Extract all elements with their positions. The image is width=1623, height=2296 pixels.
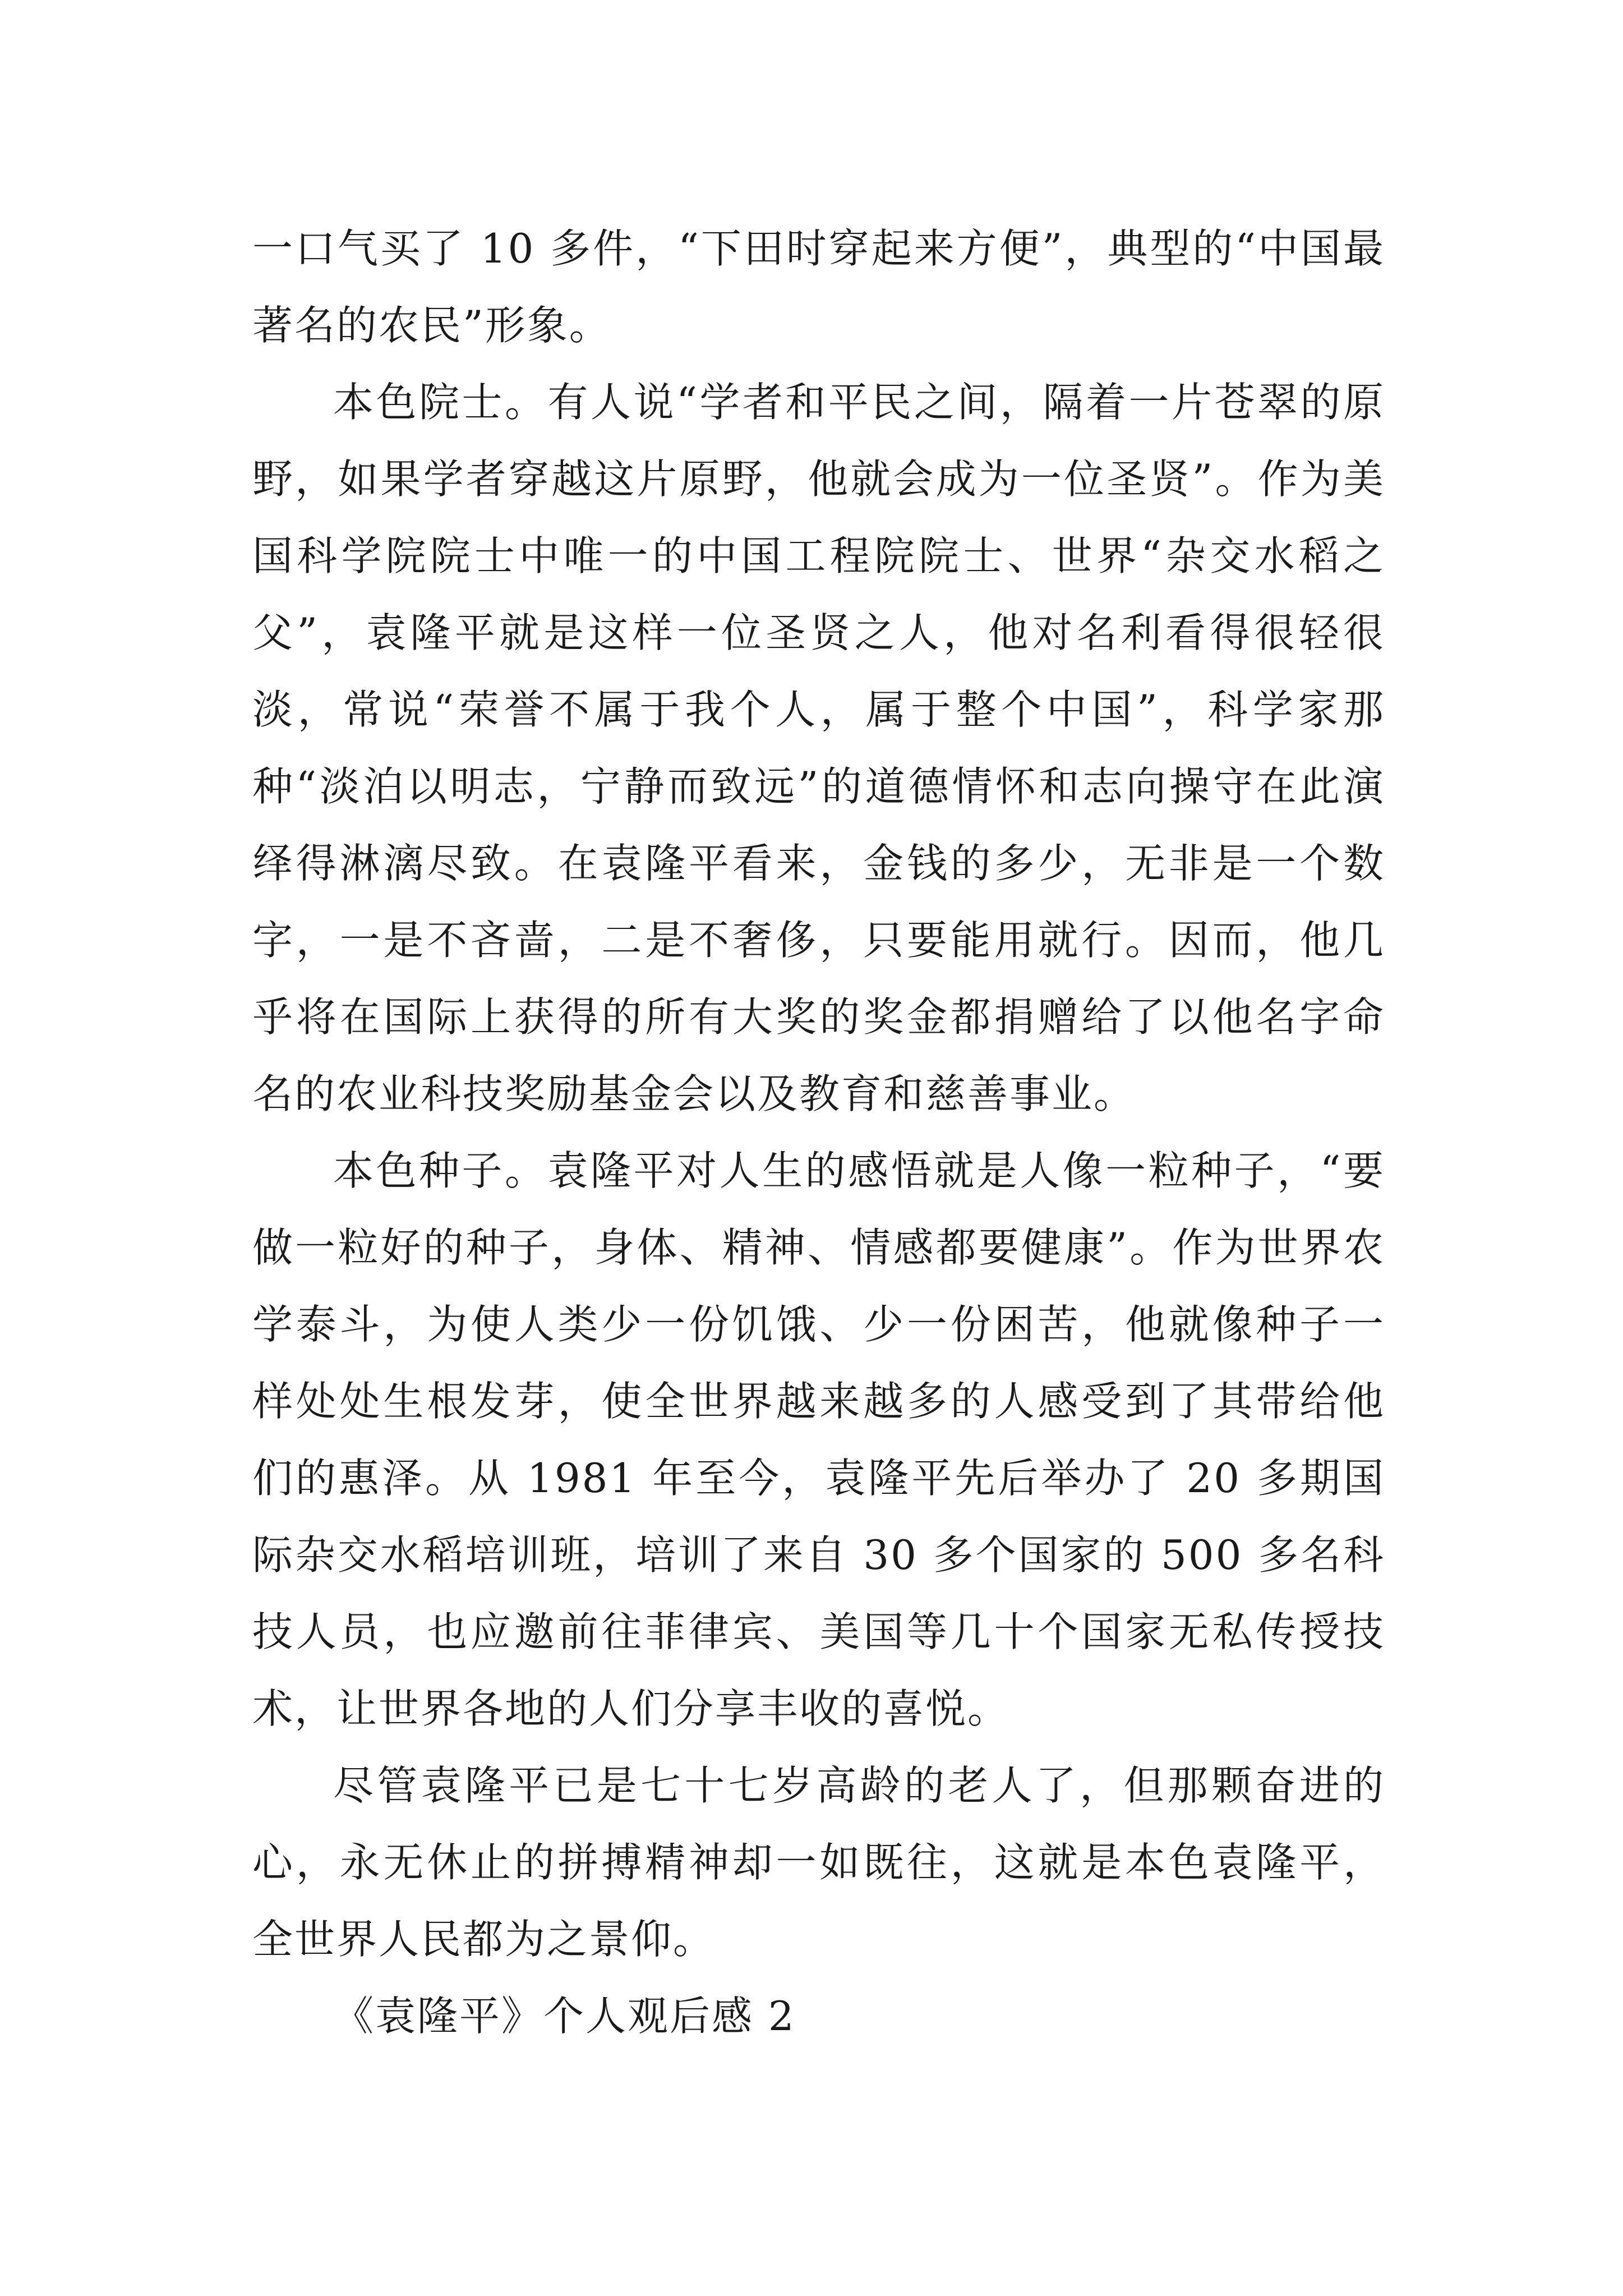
section-heading: 《袁隆平》个人观后感 2 [333,1993,796,2040]
document-body [252,210,1385,2055]
paragraph-seed: 本色种子。袁隆平对人生的感悟就是人像一粒种子，“要做一粒好的种子，身体、精神、情感都要健康”。作为世界农学泰斗，为使人类少一份饥饿、少一份困苦，他就像种子一样处处生根发芽，使全世界越来越多的人感受到了其带给他们的惠泽。从 1981 年至今，袁隆平先后举办了 20 多期国际杂交水稻培训班，培训了来自 30 多个国家的 500 多名科技人员，也应邀前往菲律宾、美国等几十个国家无私传授技术，让世界各地的人们分享丰收的喜悦。 [252,1147,1385,1732]
paragraph-continuation: 一口气买了 10 多件，“下田时穿起来方便”，典型的“中国最著名的农民”形象。 [252,225,1385,349]
paragraph-conclusion: 尽管袁隆平已是七十七岁高龄的老人了，但那颗奋进的心，永无休止的拼搏精神却一如既往，这就是本色袁隆平，全世界人民都为之景仰。 [252,1762,1385,1963]
paragraph-academician: 本色院士。有人说“学者和平民之间，隔着一片苍翠的原野，如果学者穿越这片原野，他就会成为一位圣贤”。作为美国科学院院士中唯一的中国工程院院士、世界“杂交水稻之父”，袁隆平就是这样一位圣贤之人，他对名利看得很轻很淡，常说“荣誉不属于我个人，属于整个中国”，科学家那种“淡泊以明志，宁静而致远”的道德情怀和志向操守在此演绎得淋漓尽致。在袁隆平看来，金钱的多少，无非是一个数字，一是不吝啬，二是不奢侈，只要能用就行。因而，他几乎将在国际上获得的所有大奖的奖金都捐赠给了以他名字命名的农业科技奖励基金会以及教育和慈善事业。 [252,379,1385,1117]
